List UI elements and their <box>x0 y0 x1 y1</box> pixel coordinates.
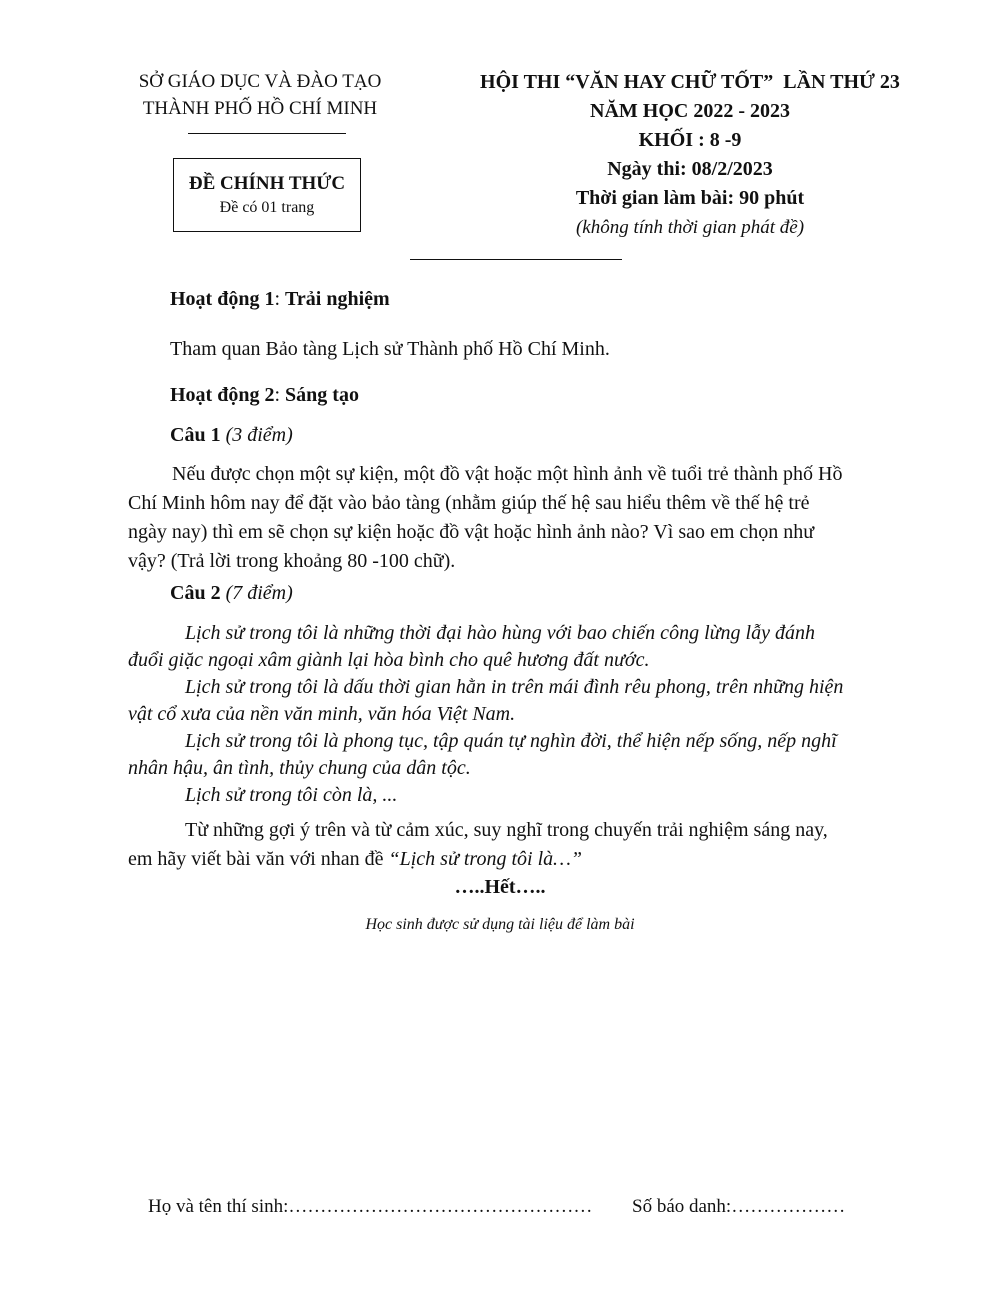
question2-label: Câu 2 <box>170 582 221 604</box>
essay-title: “Lịch sử trong tôi là…” <box>388 848 583 870</box>
question2-points: (7 điểm) <box>225 582 293 604</box>
header-divider-center <box>410 259 622 260</box>
materials-note: Học sinh được sử dụng tài liệu để làm bài <box>365 916 635 933</box>
question1-line: Nếu được chọn một sự kiện, một đồ vật hoặc một hình ảnh về tuổi trẻ thành phố Hồ <box>172 463 843 485</box>
question1-heading <box>170 424 890 447</box>
prompt-line: Lịch sử trong tôi còn là, ... <box>185 784 398 806</box>
official-title: ĐỀ CHÍNH THỨC <box>188 173 346 194</box>
exam-duration-note: (không tính thời gian phát đề) <box>575 217 805 238</box>
activity2-label: Hoạt động 2 <box>170 384 275 406</box>
question1-line: ngày nay) thì em sẽ chọn sự kiện hoặc đồ vật hoặc hình ảnh nào? Vì sao em chọn như <box>128 521 815 543</box>
header-divider-left <box>188 133 346 134</box>
candidate-name-field[interactable]: Họ và tên thí sinh:………………………………………… <box>148 1196 593 1217</box>
activity1-label: Hoạt động 1 <box>170 288 275 310</box>
official-exam-box <box>173 158 361 232</box>
instruction-line1: Từ những gợi ý trên và từ cảm xúc, suy nghĩ trong chuyến trải nghiệm sáng nay, <box>185 819 828 841</box>
prompt-line: vật cổ xưa của nền văn minh, văn hóa Việt Nam. <box>128 703 516 725</box>
question2-heading <box>170 582 890 605</box>
exam-date: Ngày thi: 08/2/2023 <box>607 158 773 180</box>
prompt-line: Lịch sử trong tôi là dấu thời gian hằn in trên mái đình rêu phong, trên những hiện <box>185 676 844 698</box>
activity2-sep: : <box>274 384 286 406</box>
candidate-id-field[interactable]: Số báo danh:……………… <box>632 1196 846 1217</box>
instruction-line2 <box>128 845 898 874</box>
question1-label: Câu 1 <box>170 424 221 446</box>
school-year: NĂM HỌC 2022 - 2023 <box>590 100 790 122</box>
grade-level: KHỐI : 8 -9 <box>638 129 742 151</box>
end-mark: …..Hết….. <box>454 876 546 898</box>
activity2-title: Sáng tạo <box>285 384 359 406</box>
question2-instruction <box>128 816 898 874</box>
contest-title: HỘI THI “VĂN HAY CHỮ TỐT” LẦN THỨ 23 <box>480 71 900 93</box>
prompt-line: nhân hậu, ân tình, thủy chung của dân tộc. <box>128 757 471 779</box>
activity2-heading <box>170 384 890 407</box>
activity1-sep: : <box>274 288 286 310</box>
department-line1: SỞ GIÁO DỤC VÀ ĐÀO TẠO <box>138 71 382 92</box>
activity1-content: Tham quan Bảo tàng Lịch sử Thành phố Hồ Chí Minh. <box>170 338 610 360</box>
exam-duration: Thời gian làm bài: 90 phút <box>575 187 805 209</box>
question1-line: vậy? (Trả lời trong khoảng 80 -100 chữ). <box>128 550 456 572</box>
question1-points: (3 điểm) <box>225 424 293 446</box>
question1-text <box>128 460 890 576</box>
activity1-title: Trải nghiệm <box>285 288 390 310</box>
department-header <box>100 68 420 122</box>
question2-prompt <box>128 620 888 809</box>
activity1-heading <box>170 288 890 311</box>
official-pages: Đề có 01 trang <box>219 199 315 216</box>
prompt-line: Lịch sử trong tôi là những thời đại hào hùng với bao chiến công lừng lẫy đánh <box>185 622 815 644</box>
prompt-line: Lịch sử trong tôi là phong tục, tập quán tự nghìn đời, thể hiện nếp sống, nếp nghĩ <box>185 730 837 752</box>
department-line2: THÀNH PHỐ HỒ CHÍ MINH <box>142 98 378 119</box>
contest-header <box>440 68 940 242</box>
question1-line: Chí Minh hôm nay để đặt vào bảo tàng (nhằm giúp thế hệ sau hiểu thêm về thế hệ trẻ <box>128 492 810 514</box>
instruction-line2-prefix: em hãy viết bài văn với nhan đề <box>128 848 389 870</box>
prompt-line: đuổi giặc ngoại xâm giành lại hòa bình cho quê hương đất nước. <box>128 649 650 671</box>
